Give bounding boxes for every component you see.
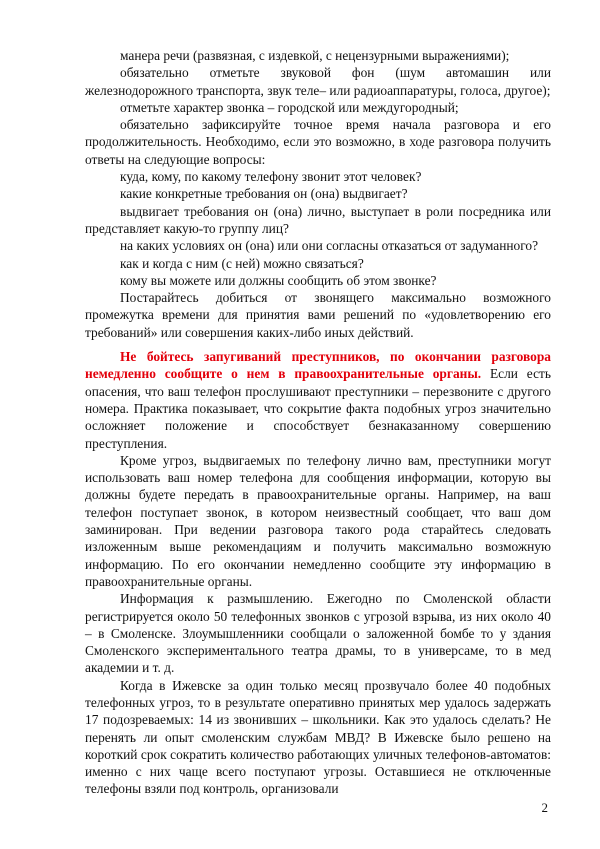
paragraph-threats-text: Кроме угроз, выдвигаемых по телефону лично вам, преступники могут использовать ваш номер телефона для сообщения информации, которую вы должны будете передать в правоохранительные органы. Например, на ваш телефон поступает звонок, в котором неизвестный сообщает, что ваш дом заминирован. При ведении разговора такого рода старайтесь следовать изложенным выше рекомендациям и получить максимально возможную информацию. По его окончании немедленно сообщите эту информацию в правоохранительные органы. <box>85 452 551 589</box>
paragraph-4-text: обязательно зафиксируйте точное время начала разговора и его продолжительность. Необходимо, если это возможно, в ходе разговора получить ответы на следующие вопросы: <box>85 117 551 167</box>
paragraph-time-text: Постарайтесь добиться от звонящего максимально возможного промежутка времени для принятия вами решений по «удовлетворению его требований» или совершения каких-либо иных действий. <box>85 290 551 340</box>
question-4 <box>85 237 551 254</box>
paragraph-info-text: Информация к размышлению. Ежегодно по Смоленской области регистрируется около 50 телефонных звонков с угрозой взрыва, из них около 40 – в Смоленске. Злоумышленники сообщали о заложенной бомбе то у здания Смоленского экспериментального театра драмы, то в универсаме, то в мед академии и т. д. <box>85 591 551 676</box>
question-4-text: на каких условиях он (она) или они согласны отказаться от задуманного? <box>120 238 539 254</box>
paragraph-time <box>85 289 551 341</box>
paragraph-warning-text: Если есть опасения, что ваш телефон прослушивают преступники – перезвоните с другого номера. Практика показывает, что сокрытие факта подобных угроз значительно осложняет положение и способствует безнаказанному совершению преступления. <box>85 366 551 451</box>
paragraph-4 <box>85 116 551 168</box>
paragraph-2 <box>85 64 551 99</box>
paragraph-1 <box>85 47 551 64</box>
question-1-text: куда, кому, по какому телефону звонит этот человек? <box>120 169 422 185</box>
question-2 <box>85 185 551 202</box>
warning-highlight: Не бойтесь запугиваний преступников, по окончании разговора немедленно сообщите о нем в правоохранительные органы. <box>85 349 551 382</box>
question-3 <box>85 203 551 238</box>
question-3-text: выдвигает требования он (она) лично, выступает в роли посредника или представляет какую-то группу лиц? <box>85 203 551 236</box>
page-number: 2 <box>541 800 548 815</box>
paragraph-2-text: обязательно отметьте звуковой фон (шум автомашин или железнодорожного транспорта, звук теле– или радиоаппаратуры, голоса, другое); <box>85 65 551 98</box>
question-6 <box>85 272 551 289</box>
paragraph-warning <box>85 348 551 452</box>
paragraph-3-text: отметьте характер звонка – городской или междугородный; <box>120 99 459 115</box>
paragraph-3 <box>85 99 551 116</box>
question-6-text: кому вы можете или должны сообщить об этом звонке? <box>120 272 437 288</box>
paragraph-izhevsk-text: Когда в Ижевске за один только месяц прозвучало более 40 подобных телефонных угроз, то в результате оперативно принятых мер удалось задержать 17 подозреваемых: 14 из звонивших – школьники. Как это удалось сделать? Не перенять ли опыт смоленским службам МВД? В Ижевске было решено на короткий срок сократить количество работающих уличных телефонов-автоматов: именно с них чаще всего поступают угрозы. Оставшиеся не отключенные телефоны взяли под контроль, организовали <box>85 677 551 797</box>
question-5-text: как и когда с ним (с ней) можно связаться? <box>120 255 364 271</box>
paragraph-threats <box>85 452 551 590</box>
question-2-text: какие конкретные требования он (она) выдвигает? <box>120 186 408 202</box>
paragraph-1-text: манера речи (развязная, с издевкой, с нецензурными выражениями); <box>120 48 510 63</box>
paragraph-info <box>85 590 551 676</box>
question-5 <box>85 255 551 272</box>
question-1 <box>85 168 551 185</box>
paragraph-izhevsk <box>85 677 551 798</box>
